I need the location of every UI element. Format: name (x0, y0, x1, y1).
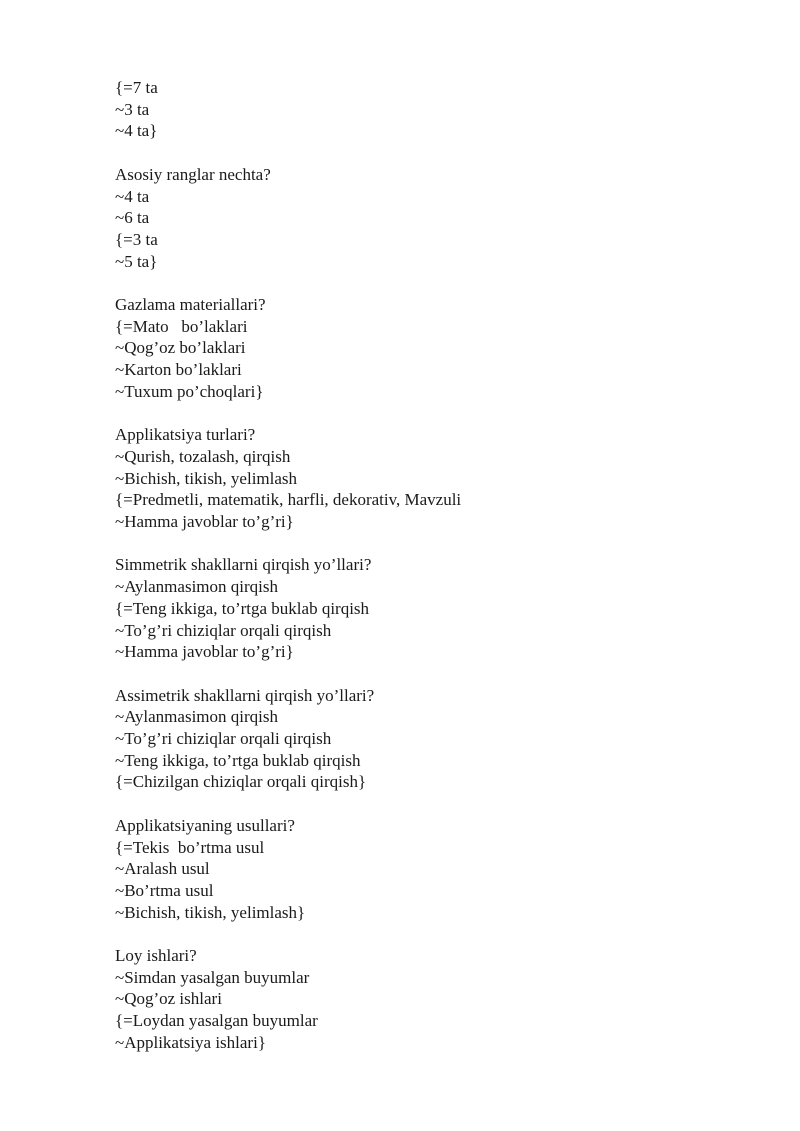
answer-option: ~Karton bo’laklari (115, 360, 242, 380)
answer-option: ~6 ta (115, 208, 150, 228)
question-text: Gazlama materiallari? (115, 295, 266, 314)
answer-option: ~To’g’ri chiziqlar orqali qirqish (115, 620, 332, 640)
answer-option: ~Bichish, tikish, yelimlash} (115, 902, 306, 922)
answer-option: {=Tekis bo’rtma usul (115, 837, 265, 857)
question-block (115, 294, 755, 403)
question-text: Simmetrik shakllarni qirqish yo’llari? (115, 555, 372, 575)
document-body (115, 77, 755, 1075)
answer-option: ~3 ta (115, 99, 150, 119)
answer-option: ~Aylanmasimon qirqish (115, 577, 278, 597)
question-block (115, 685, 755, 794)
question-text: Loy ishlari? (115, 946, 197, 966)
question-text: Assimetrik shakllarni qirqish yo’llari? (115, 685, 375, 705)
answer-option: ~Hamma javoblar to’g’ri} (115, 512, 294, 532)
answer-option: ~Aylanmasimon qirqish (115, 707, 278, 727)
answer-option: {=Teng ikkiga, to’rtga buklab qirqish (115, 598, 370, 618)
answer-option: ~Qog’oz ishlari (115, 989, 222, 1009)
answer-option: ~Qog’oz bo’laklari (115, 338, 246, 358)
question-text: Asosiy ranglar nechta? (115, 164, 271, 184)
answer-option: {=3 ta (115, 229, 158, 249)
answer-option: ~4 ta (115, 186, 150, 206)
answer-option: ~Aralash usul (115, 859, 210, 879)
answer-option: {=Predmetli, matematik, harfli, dekorativ, Mavzuli (115, 490, 462, 510)
answer-option: ~4 ta} (115, 121, 158, 141)
answer-option: {=Chizilgan chiziqlar orqali qirqish} (115, 772, 367, 792)
question-text: Applikatsiya turlari? (115, 425, 256, 445)
answer-option: {=Mato bo’laklari (115, 316, 248, 336)
answer-option: ~Teng ikkiga, to’rtga buklab qirqish (115, 750, 361, 770)
question-block (115, 424, 755, 533)
answer-option: {=7 ta (115, 78, 158, 97)
answer-option: ~5 ta} (115, 251, 158, 271)
answer-option: ~Bo’rtma usul (115, 880, 214, 900)
question-block (115, 815, 755, 924)
question-block (115, 164, 755, 273)
answer-option: ~Qurish, tozalash, qirqish (115, 446, 291, 466)
question-block (115, 77, 755, 142)
question-block (115, 554, 755, 663)
answer-option: ~To’g’ri chiziqlar orqali qirqish (115, 729, 332, 749)
answer-option: ~Applikatsiya ishlari} (115, 1032, 266, 1052)
answer-option: {=Loydan yasalgan buyumlar (115, 1011, 318, 1031)
question-text: Applikatsiyaning usullari? (115, 815, 295, 835)
answer-option: ~Bichish, tikish, yelimlash (115, 468, 298, 488)
answer-option: ~Tuxum po’choqlari} (115, 381, 264, 401)
answer-option: ~Simdan yasalgan buyumlar (115, 967, 310, 987)
question-block (115, 945, 755, 1054)
answer-option: ~Hamma javoblar to’g’ri} (115, 642, 294, 662)
